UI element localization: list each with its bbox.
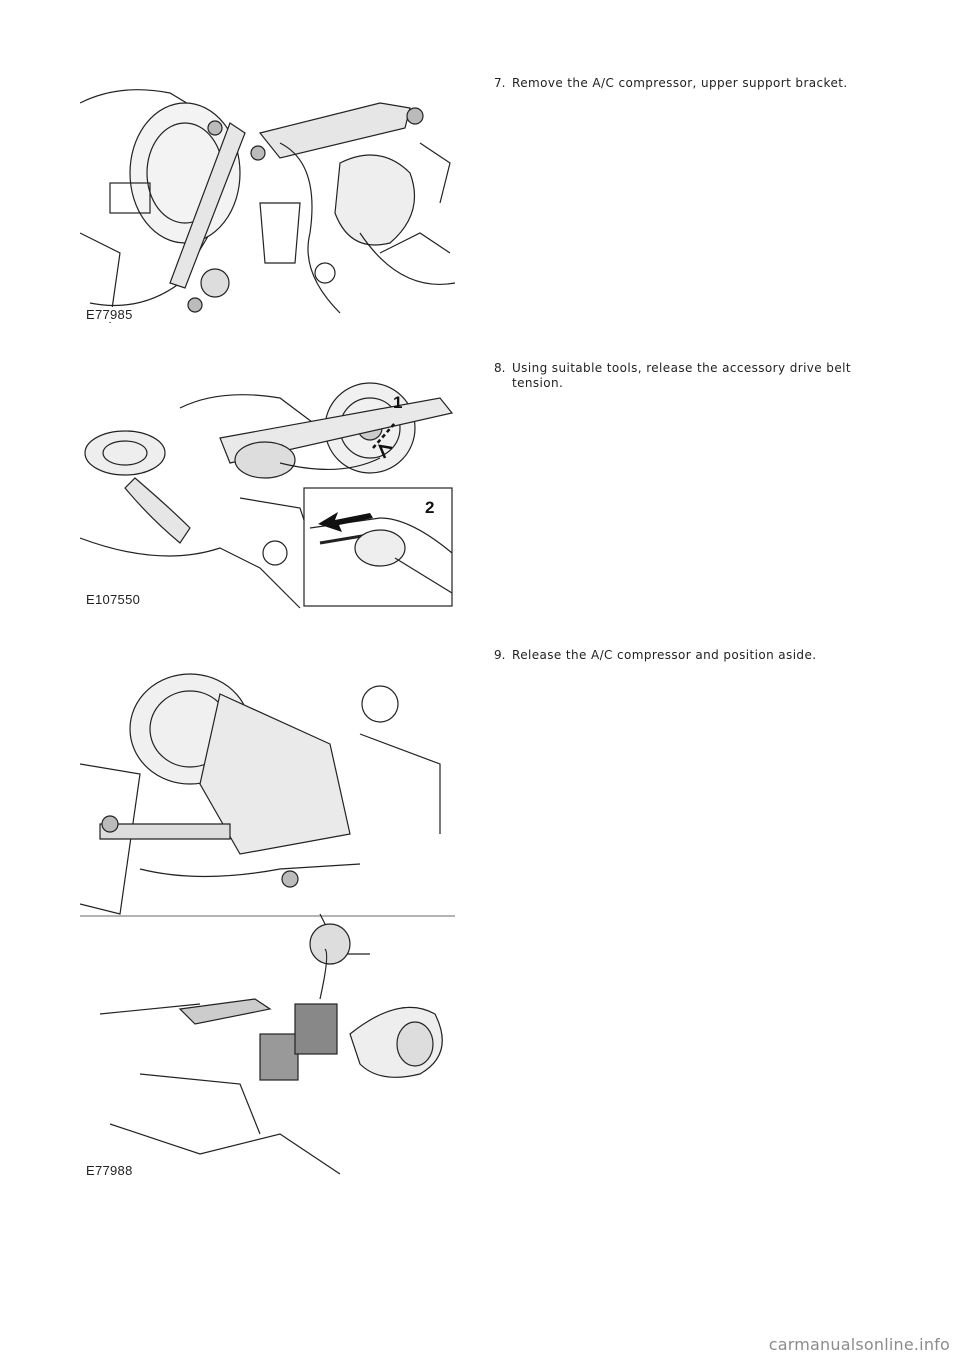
step-number: 8. [494, 361, 506, 375]
callout-2: 2 [425, 498, 435, 517]
figure-e107550 [80, 368, 455, 609]
illustration-belt-tensioner [80, 368, 455, 609]
step-number: 9. [494, 648, 506, 662]
step-number: 7. [494, 76, 506, 90]
illustration-compressor-bracket [80, 83, 455, 324]
step-text: Remove the A/C compressor, upper support bracket. [512, 76, 848, 90]
figure-code: E77988 [86, 1163, 133, 1178]
illustration-compressor-removal [80, 654, 455, 1180]
figure-e77985 [80, 83, 455, 324]
watermark: carmanualsonline.info [768, 1335, 950, 1354]
step-text: Release the A/C compressor and position aside. [512, 648, 817, 662]
figure-code: E77985 [86, 307, 133, 322]
figure-code: E107550 [86, 592, 141, 607]
figure-e77988 [80, 654, 455, 1180]
callout-1: 1 [393, 393, 403, 412]
step-text: Using suitable tools, release the accessory drive belt tension. [512, 361, 851, 390]
